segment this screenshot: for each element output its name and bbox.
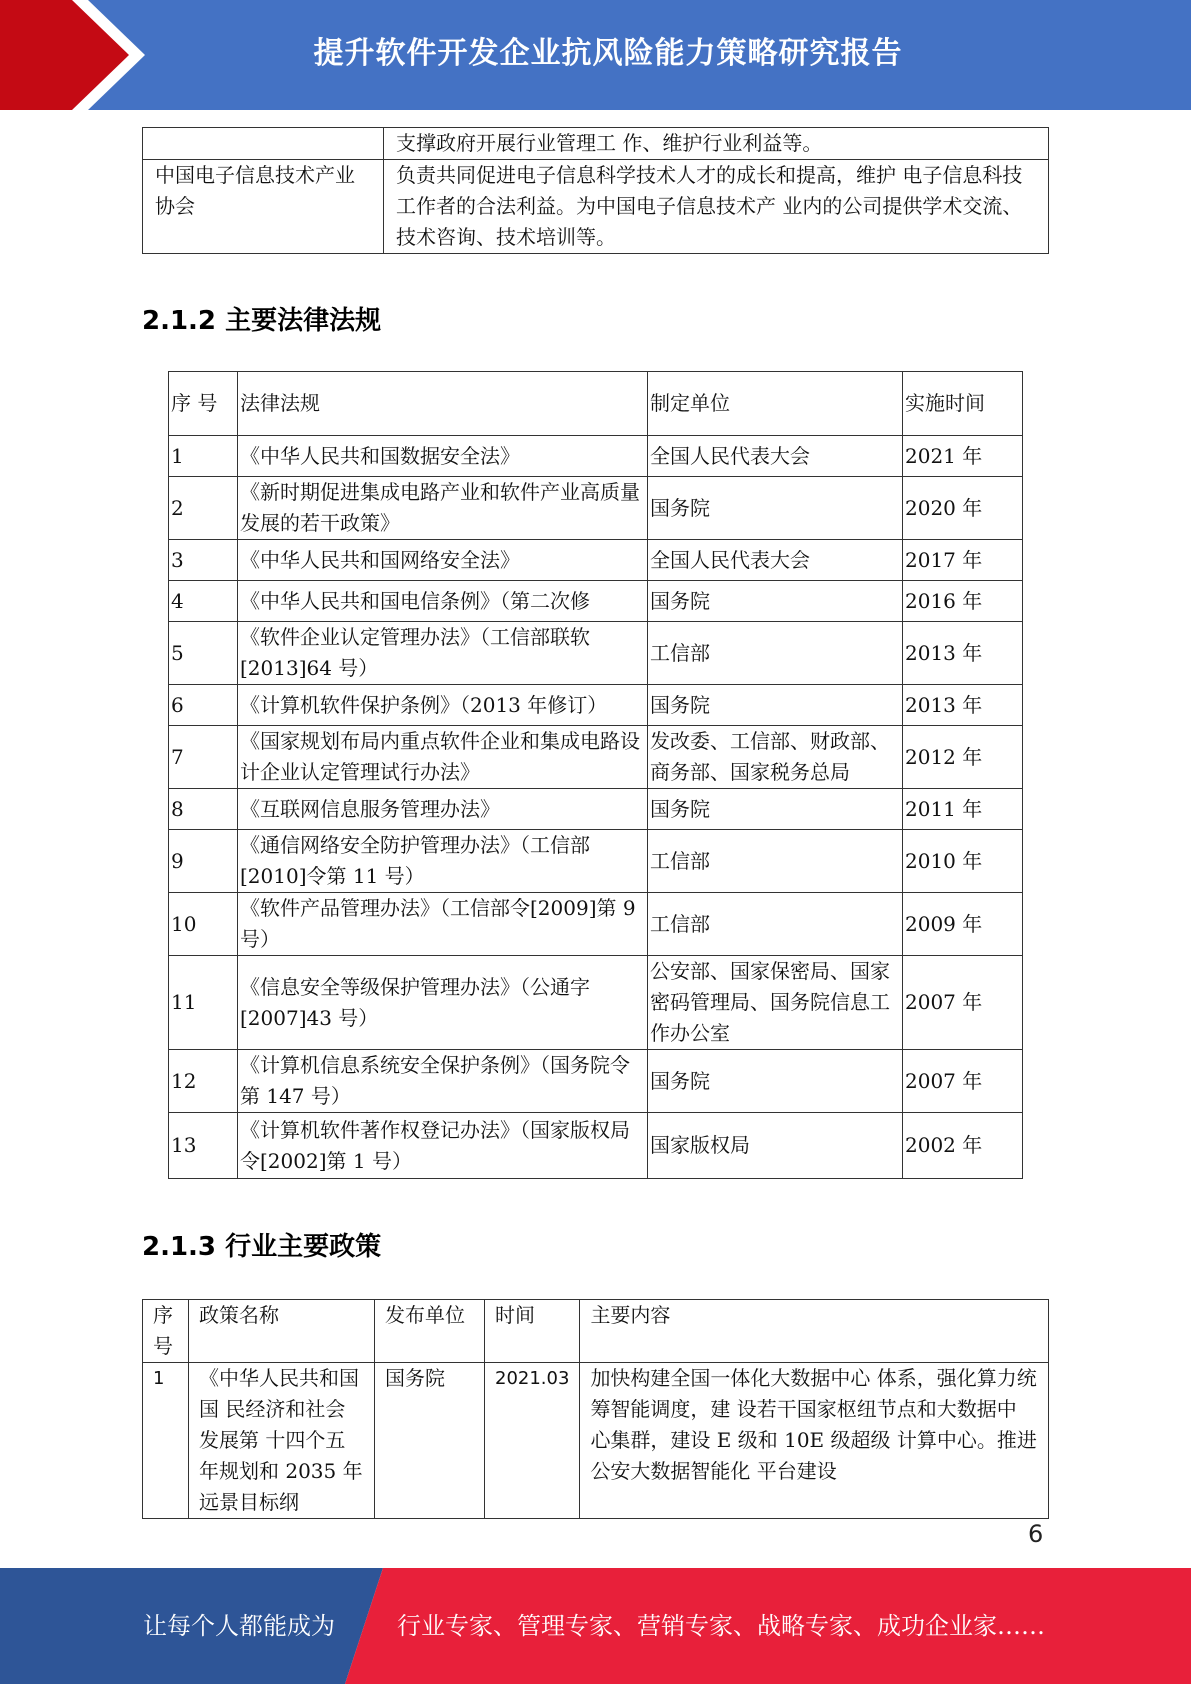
law-year: 2016 年 [903,581,1023,622]
association-desc: 支撑政府开展行业管理工 作、维护行业利益等。 [384,128,1049,160]
law-name: 《软件产品管理办法》（工信部令[2009]第 9 号） [238,893,648,956]
header-cell: 主要内容 [580,1300,1049,1363]
association-name [143,128,384,160]
policy-time: 2021.03 [485,1363,580,1519]
law-year: 2007 年 [903,956,1023,1050]
table-row [143,1363,1049,1519]
law-no: 8 [169,789,238,830]
law-year: 2021 年 [903,436,1023,477]
law-no: 4 [169,581,238,622]
law-name: 《新时期促进集成电路产业和软件产业高质量发展的若干政策》 [238,477,648,540]
policy-content: 加快构建全国一体化大数据中心 体系，强化算力统筹智能调度，建 设若干国家枢纽节点和大数据中 心集群，建设 E 级和 10E 级超级 计算中心。推进公安大数据智能化 平台建设 [580,1363,1049,1519]
law-org: 工信部 [648,893,903,956]
law-org: 国务院 [648,1050,903,1113]
section-heading-laws: 2.1.2 主要法律法规 [142,306,382,336]
table-row [143,128,1049,160]
law-org: 工信部 [648,622,903,685]
law-no: 9 [169,830,238,893]
policy-name: 《中华人民共和国国 民经济和社会发展第 十四个五年规划和 2035 年远景目标纲 [189,1363,375,1519]
header-cell: 序 号 [169,372,238,436]
policies-table [142,1299,1049,1519]
law-no: 7 [169,726,238,789]
footer-slogan-right: 行业专家、管理专家、营销专家、战略专家、成功企业家…… [397,1612,1045,1640]
law-no: 1 [169,436,238,477]
header-cell: 政策名称 [189,1300,375,1363]
law-name: 《信息安全等级保护管理办法》（公通字[2007]43 号） [238,956,648,1050]
law-org: 公安部、国家保密局、国家密码管理局、国务院信息工作办公室 [648,956,903,1050]
law-org: 发改委、工信部、财政部、商务部、国家税务总局 [648,726,903,789]
table-row [169,436,1023,477]
table-row [169,789,1023,830]
law-no: 6 [169,685,238,726]
law-org: 工信部 [648,830,903,893]
law-no: 5 [169,622,238,685]
law-year: 2013 年 [903,685,1023,726]
law-year: 2013 年 [903,622,1023,685]
law-name: 《中华人民共和国网络安全法》 [238,540,648,581]
header-cell: 时间 [485,1300,580,1363]
law-org: 全国人民代表大会 [648,436,903,477]
header-cell: 实施时间 [903,372,1023,436]
law-year: 2007 年 [903,1050,1023,1113]
law-name: 《软件企业认定管理办法》（工信部联软[2013]64 号） [238,622,648,685]
policy-org: 国务院 [375,1363,485,1519]
table-row [169,581,1023,622]
law-no: 2 [169,477,238,540]
law-no: 10 [169,893,238,956]
page-number: 6 [1028,1520,1044,1548]
section-heading-policies: 2.1.3 行业主要政策 [142,1232,382,1262]
table-row [169,1113,1023,1179]
associations-table [142,127,1049,254]
law-name: 《中华人民共和国数据安全法》 [238,436,648,477]
laws-table [168,371,1023,1179]
page-header [0,0,1191,110]
law-org: 国务院 [648,477,903,540]
header-cell: 发布单位 [375,1300,485,1363]
law-no: 11 [169,956,238,1050]
table-row [169,726,1023,789]
table-row [143,160,1049,254]
law-org: 全国人民代表大会 [648,540,903,581]
table-row [169,830,1023,893]
law-name: 《互联网信息服务管理办法》 [238,789,648,830]
law-name: 《计算机软件著作权登记办法》（国家版权局令[2002]第 1 号） [238,1113,648,1179]
law-year: 2010 年 [903,830,1023,893]
table-row [169,622,1023,685]
law-org: 国务院 [648,581,903,622]
law-year: 2011 年 [903,789,1023,830]
header-cell: 法律法规 [238,372,648,436]
table-header-row [143,1300,1049,1363]
law-no: 3 [169,540,238,581]
policy-no: 1 [143,1363,189,1519]
association-name: 中国电子信息技术产业协会 [143,160,384,254]
page-footer [0,1568,1191,1684]
table-row [169,893,1023,956]
law-name: 《计算机信息系统安全保护条例》（国务院令第 147 号） [238,1050,648,1113]
law-year: 2009 年 [903,893,1023,956]
association-desc: 负责共同促进电子信息科学技术人才的成长和提高，维护 电子信息科技工作者的合法利益。为中国电子信息技术产 业内的公司提供学术交流、技术咨询、技术培训等。 [384,160,1049,254]
law-name: 《计算机软件保护条例》（2013 年修订） [238,685,648,726]
law-year: 2017 年 [903,540,1023,581]
table-row [169,685,1023,726]
law-year: 2012 年 [903,726,1023,789]
table-row [169,956,1023,1050]
footer-slogan-left: 让每个人都能成为 [143,1612,335,1640]
law-org: 国家版权局 [648,1113,903,1179]
law-name: 《国家规划布局内重点软件企业和集成电路设计企业认定管理试行办法》 [238,726,648,789]
header-cell: 制定单位 [648,372,903,436]
law-no: 13 [169,1113,238,1179]
law-org: 国务院 [648,685,903,726]
table-header-row [169,372,1023,436]
header-cell: 序号 [143,1300,189,1363]
law-year: 2020 年 [903,477,1023,540]
law-name: 《通信网络安全防护管理办法》（工信部[2010]令第 11 号） [238,830,648,893]
table-row [169,477,1023,540]
law-org: 国务院 [648,789,903,830]
table-row [169,1050,1023,1113]
report-title: 提升软件开发企业抗风险能力策略研究报告 [313,36,903,71]
law-no: 12 [169,1050,238,1113]
law-year: 2002 年 [903,1113,1023,1179]
table-row [169,540,1023,581]
law-name: 《中华人民共和国电信条例》（第二次修 [238,581,648,622]
